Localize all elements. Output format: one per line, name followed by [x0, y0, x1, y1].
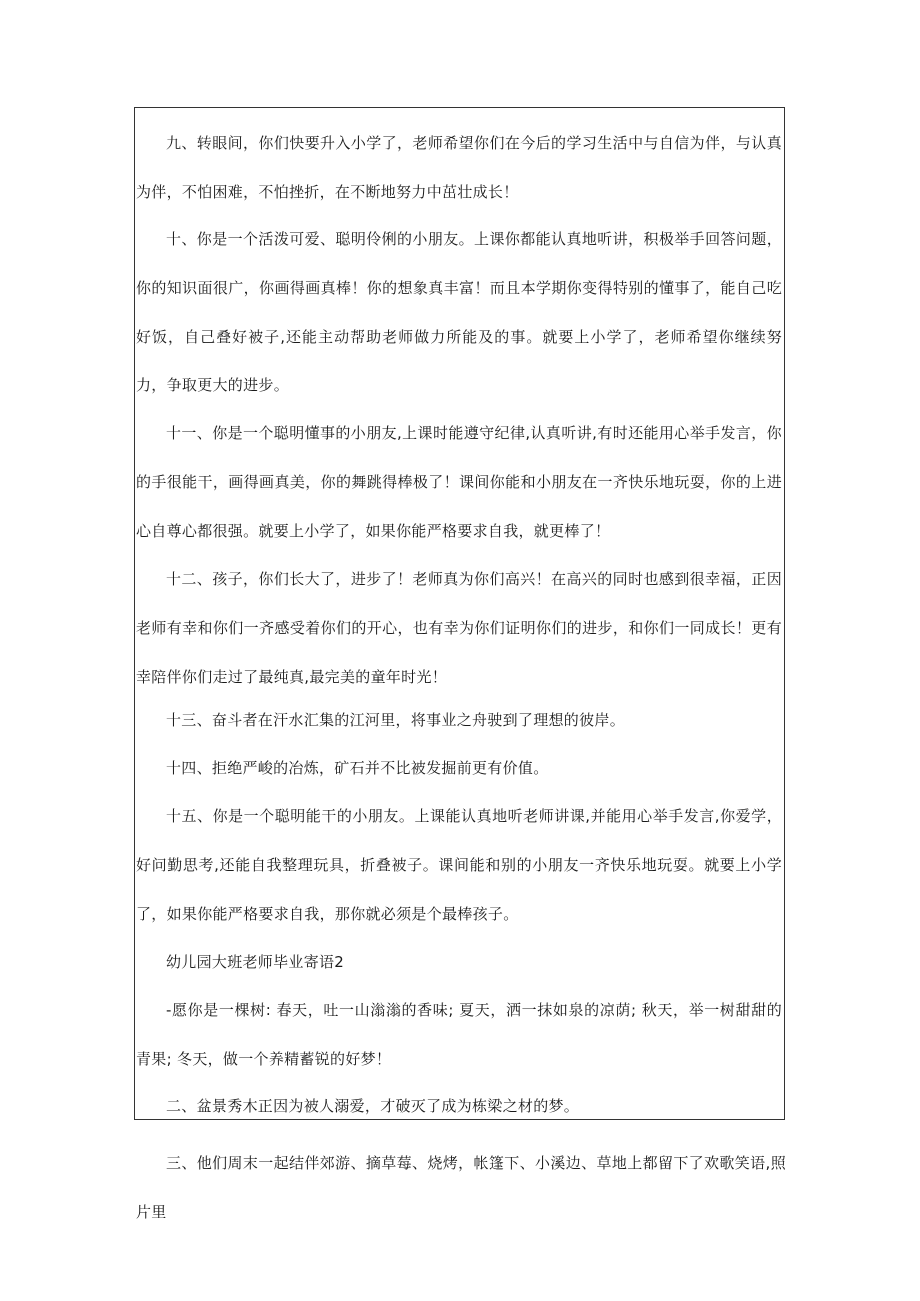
- paragraph-9: 九、转眼间，你们快要升入小学了，老师希望你们在今后的学习生活中与自信为伴，与认真为伴，不怕困难，不怕挫折，在不断地努力中茁壮成长！: [136, 134, 782, 201]
- paragraph-2-bonsai: 二、盆景秀木正因为被人溺爱，才破灭了成为栋梁之材的梦。: [166, 1097, 580, 1115]
- paragraph-11: 十一、你是一个聪明懂事的小朋友,上课时能遵守纪律,认真听讲,有时还能用心举手发言，你的手很能干，画得画真美，你的舞跳得棒极了！课间你能和小朋友在一齐快乐地玩耍，你的上进心自尊心都很强。就要上小学了，如果你能严格要求自我，就更棒了！: [136, 424, 782, 540]
- paragraph-10: 十、你是一个活泼可爱、聪明伶俐的小朋友。上课你都能认真地听讲，积极举手回答问题，你的知识面很广，你画得画真棒！你的想象真丰富！而且本学期你变得特别的懂事了，能自己吃好饭，自己叠好被子,还能主动帮助老师做力所能及的事。就要上小学了，老师希望你继续努力，争取更大的进步。: [136, 230, 782, 395]
- paragraph-15: 十五、你是一个聪明能干的小朋友。上课能认真地听老师讲课,并能用心举手发言,你爱学，好问勤思考,还能自我整理玩具，折叠被子。课间能和别的小朋友一齐快乐地玩耍。就要上小学了，如果你能严格要求自我，那你就必须是个最棒孩子。: [136, 807, 782, 923]
- paragraph-13: 十三、奋斗者在汗水汇集的江河里，将事业之舟驶到了理想的彼岸。: [166, 711, 626, 729]
- section-heading: 幼儿园大班老师毕业寄语2: [166, 953, 345, 971]
- paragraph-3-weekend: 三、他们周末一起结伴郊游、摘草莓、烧烤，帐篷下、小溪边、草地上都留下了欢歌笑语,照片里: [136, 1154, 786, 1221]
- paragraph-12: 十二、孩子，你们长大了，进步了！老师真为你们高兴！在高兴的同时也感到很幸福，正因老师有幸和你们一齐感受着你们的开心，也有幸为你们证明你们的进步，和你们一同成长！更有幸陪伴你们走过了最纯真,最完美的童年时光！: [136, 570, 782, 686]
- paragraph-tree-wish: -愿你是一棵树: 春天，吐一山滃滃的香味; 夏天，洒一抹如泉的凉荫; 秋天，举一树甜甜的青果; 冬天，做一个养精蓄锐的好梦！: [136, 1001, 782, 1068]
- paragraph-14: 十四、拒绝严峻的冶炼，矿石并不比被发掘前更有价值。: [166, 759, 549, 777]
